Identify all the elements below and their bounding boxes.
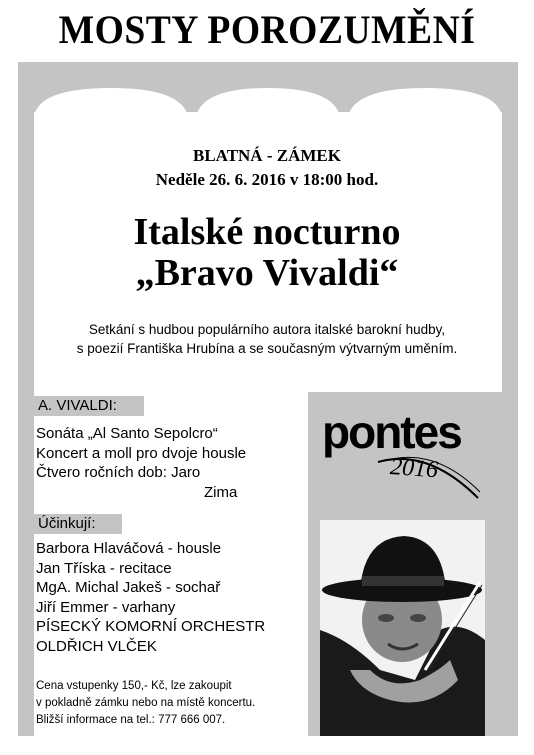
concert-title [0,212,534,294]
concert-title-line-1: Italské nocturno [133,211,401,253]
program-label: A. VIVALDI: [38,397,117,414]
program-item: Koncert a moll pro dvoje housle [36,444,247,462]
info-line: Bližší informace na tel.: 777 666 007. [36,714,226,726]
performer: Jiří Emmer - varhany [36,598,176,616]
concert-title-line-2: „Bravo Vivaldi“ [135,252,399,294]
program-item: Sonáta „Al Santo Sepolcro“ [36,425,218,442]
description [0,320,534,358]
performer: PÍSECKÝ KOMORNÍ ORCHESTR [36,618,266,636]
program-list [36,424,246,502]
info-line: v pokladně zámku nebo na místě koncertu. [36,697,256,709]
program-item: Čtvero ročních dob: Jaro [36,464,201,482]
poster-title: MOSTY POROZUMĚNÍ [58,7,476,52]
event-datetime: Neděle 26. 6. 2016 v 18:00 hod. [155,170,379,189]
performer: Jan Tříska - recitace [36,559,172,577]
performer-photo [320,520,485,736]
venue: BLATNÁ - ZÁMEK [193,146,341,165]
program-item: Zima [204,483,238,501]
logo-text: pontes [322,406,461,458]
description-line: Setkání s hudbou populárního autora italské barokní hudby, [88,322,446,337]
performers-list [36,539,265,657]
pontes-logo [318,400,488,500]
performer: Barbora Hlaváčová - housle [36,540,222,557]
performers-label: Účinkují: [38,515,96,532]
ticket-info [36,678,255,729]
performer: MgA. Michal Jakeš - sochař [36,579,221,597]
logo-year: 2016 [389,454,439,484]
info-line: Cena vstupenky 150,- Kč, lze zakoupit [36,680,232,692]
description-line: s poezií Františka Hrubína a se současným výtvarným uměním. [76,341,458,356]
performer: OLDŘICH VLČEK [36,637,157,655]
